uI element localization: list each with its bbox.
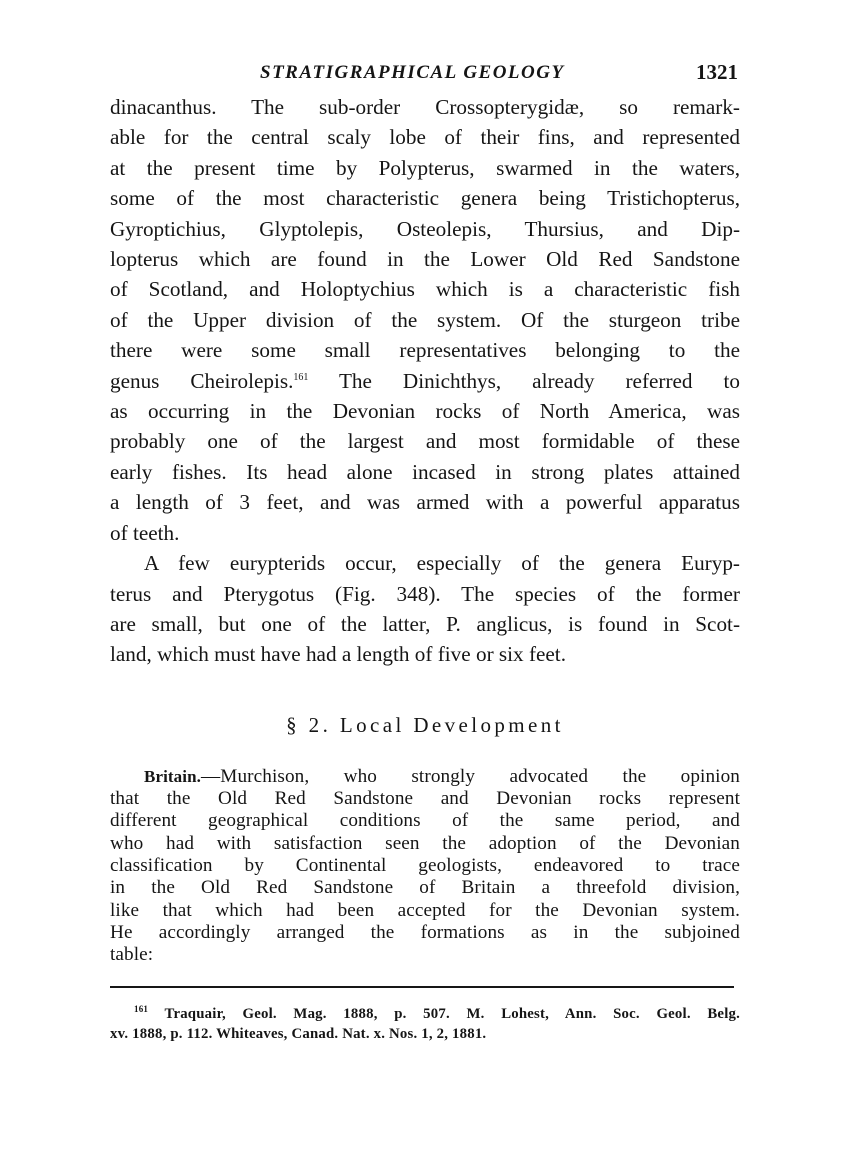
text-line: early fishes. Its head alone incased in strong plates attained <box>110 459 740 484</box>
text-fragment: genus Cheirolepis. <box>110 368 294 393</box>
text-line: of the Upper division of the system. Of the sturgeon tribe <box>110 307 740 332</box>
text-line: in the Old Red Sandstone of Britain a threefold division, <box>110 877 740 899</box>
text-line-with-footnote-ref <box>110 366 740 396</box>
text-line: there were some small representatives belonging to the <box>110 338 740 363</box>
text-line: at the present time by Polypterus, swarmed in the waters, <box>110 155 740 180</box>
text-fragment: —Murchison, who strongly advocated the opinion <box>201 765 740 787</box>
footnote-divider <box>110 986 734 988</box>
text-line: that the Old Red Sandstone and Devonian rocks represent <box>110 788 740 810</box>
text-line-with-run-in <box>110 766 740 788</box>
book-page <box>110 58 740 1044</box>
paragraph-eurypterids <box>110 548 740 670</box>
text-line: lopterus which are found in the Lower Old Red Sandstone <box>110 247 740 272</box>
text-line: are small, but one of the latter, P. anglicus, is found in Scot- <box>110 611 740 636</box>
text-line: like that which had been accepted for the Devonian system. <box>110 899 740 921</box>
footnotes <box>110 1004 740 1044</box>
footnote-line <box>110 1004 740 1024</box>
text-line: probably one of the largest and most formidable of these <box>110 429 740 454</box>
text-line: of teeth. <box>110 520 180 545</box>
text-line: land, which must have had a length of five or six feet. <box>110 642 566 667</box>
text-line: classification by Continental geologists, endeavored to trace <box>110 854 740 876</box>
text-line: terus and Pterygotus (Fig. 348). The species of the former <box>110 581 740 606</box>
page-number: 1321 <box>696 60 738 84</box>
text-line: who had with satisfaction seen the adoption of the Devonian <box>110 832 740 854</box>
footnote-line: xv. 1888, p. 112. Whiteaves, Canad. Nat. x. Nos. 1, 2, 1881. <box>110 1026 487 1043</box>
text-line: He accordingly arranged the formations as in the subjoined <box>110 921 740 943</box>
run-in-heading: Britain. <box>144 766 201 786</box>
running-head <box>110 58 740 92</box>
text-line: some of the most characteristic genera being Tristichopterus, <box>110 186 740 211</box>
running-title: STRATIGRAPHICAL GEOLOGY <box>260 62 565 83</box>
text-fragment: Traquair, Geol. Mag. 1888, p. 507. M. Lohest, Ann. Soc. Geol. Belg. <box>148 1006 740 1023</box>
text-line: dinacanthus. The sub-order Crossopterygidæ, so remark- <box>110 95 740 119</box>
text-line: a length of 3 feet, and was armed with a powerful apparatus <box>110 490 740 515</box>
text-line: of Scotland, and Holoptychius which is a characteristic fish <box>110 277 740 302</box>
text-line: table: <box>110 944 154 966</box>
text-line: Gyroptichius, Glyptolepis, Osteolepis, Thursius, and Dip- <box>110 216 740 241</box>
section-heading: § 2. Local Development <box>286 712 564 737</box>
text-line: as occurring in the Devonian rocks of North America, was <box>110 399 740 424</box>
text-line: able for the central scaly lobe of their fins, and represented <box>110 125 740 150</box>
paragraph-britain <box>110 766 740 967</box>
text-line: A few eurypterids occur, especially of the genera Euryp- <box>144 551 740 576</box>
paragraph-fishes <box>110 92 740 548</box>
footnote-reference[interactable]: 161 <box>293 371 309 383</box>
footnote-marker: 161 <box>134 1004 149 1015</box>
text-fragment: The Dinichthys, already referred to <box>308 368 740 393</box>
text-line: different geographical conditions of the same period, and <box>110 810 740 832</box>
